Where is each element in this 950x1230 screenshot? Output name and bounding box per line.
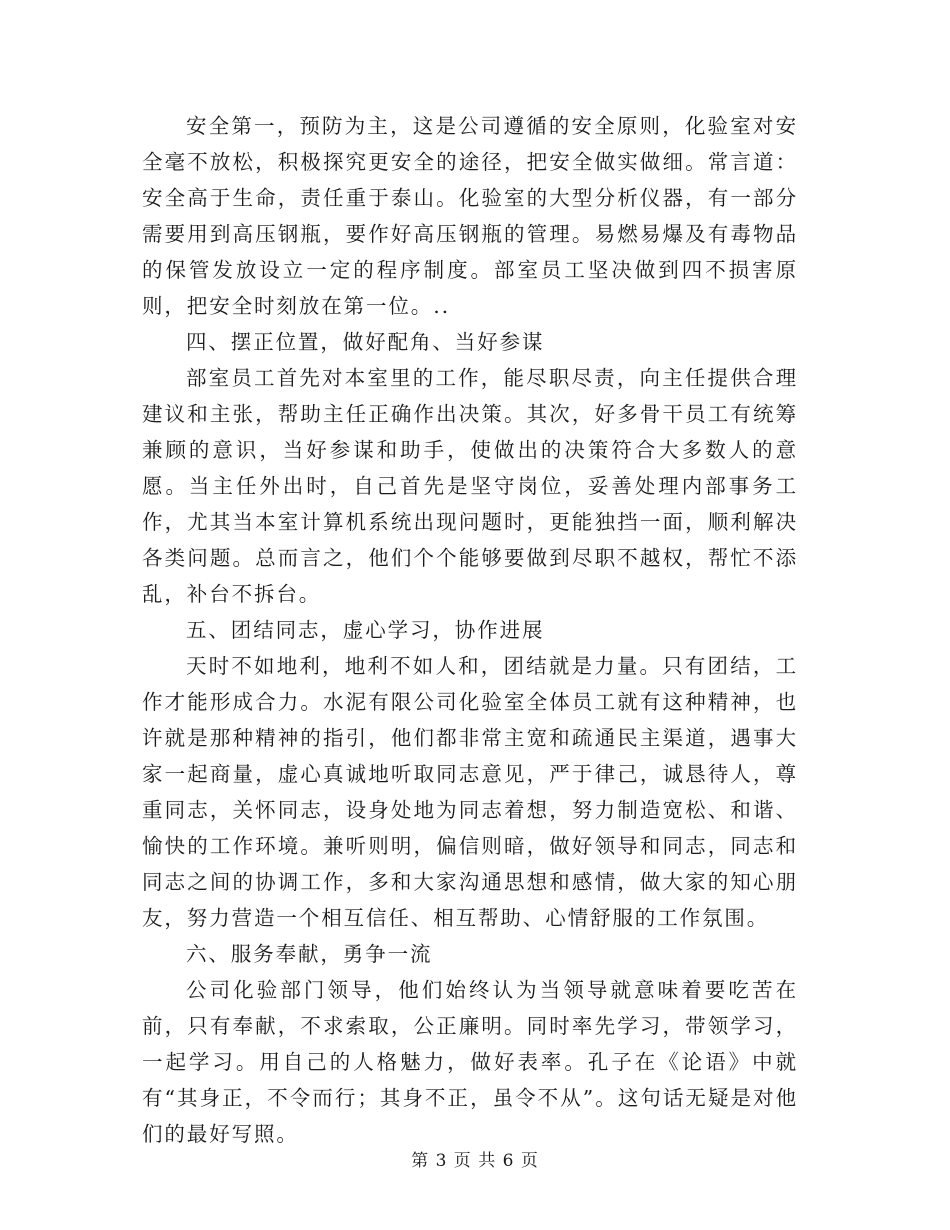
page-number-footer: 第 3 页 共 6 页 — [411, 1151, 539, 1171]
section-heading-6: 六、服务奉献，勇争一流 — [186, 942, 433, 966]
paragraph-unity: 天时不如地利，地利不如人和，团结就是力量。只有团结，工作才能形成合力。水泥有限公司化验室全体员工就有这种精神，也许就是那种精神的指引，他们都非常主宽和疏通民主渠道，遇事大家一起商量，虚心真诚地听取同志意见，严于律己，诚恳待人，尊重同志，关怀同志，设身处地为同志着想，努力制造宽松、和谐、愉快的工作环境。兼听则明，偏信则暗，做好领导和同志，同志和同志之间的协调工作，多和大家沟通思想和感情，做大家的知心朋友，努力营造一个相互信任、相互帮助、心情舒服的工作氛围。 — [142, 654, 798, 930]
paragraph-service: 公司化验部门领导，他们始终认为当领导就意味着要吃苦在前，只有奉献，不求索取，公正廉明。同时率先学习，带领学习，一起学习。用自己的人格魅力，做好表率。孔子在《论语》中就有“其身正，不令而行；其身不正，虽令不从”。这句话无疑是对他们的最好写照。 — [142, 978, 798, 1146]
paragraph-safety: 安全第一，预防为主，这是公司遵循的安全原则，化验室对安全毫不放松，积极探究更安全的途径，把安全做实做细。常言道：安全高于生命，责任重于泰山。化验室的大型分析仪器，有一部分需要用到高压钢瓶，要作好高压钢瓶的管理。易燃易爆及有毒物品的保管发放设立一定的程序制度。部室员工坚决做到四不损害原则，把安全时刻放在第一位。.. — [142, 114, 798, 318]
section-heading-5: 五、团结同志，虚心学习，协作进展 — [186, 618, 545, 642]
paragraph-position: 部室员工首先对本室里的工作，能尽职尽责，向主任提供合理建议和主张，帮助主任正确作出决策。其次，好多骨干员工有统筹兼顾的意识，当好参谋和助手，使做出的决策符合大多数人的意愿。当主任外出时，自己首先是坚守岗位，妥善处理内部事务工作，尤其当本室计算机系统出现问题时，更能独挡一面，顺利解决各类问题。总而言之，他们个个能够要做到尽职不越权，帮忙不添乱，补台不拆台。 — [142, 366, 798, 606]
document-body — [142, 108, 798, 1152]
section-heading-4: 四、摆正位置，做好配角、当好参谋 — [186, 330, 545, 354]
